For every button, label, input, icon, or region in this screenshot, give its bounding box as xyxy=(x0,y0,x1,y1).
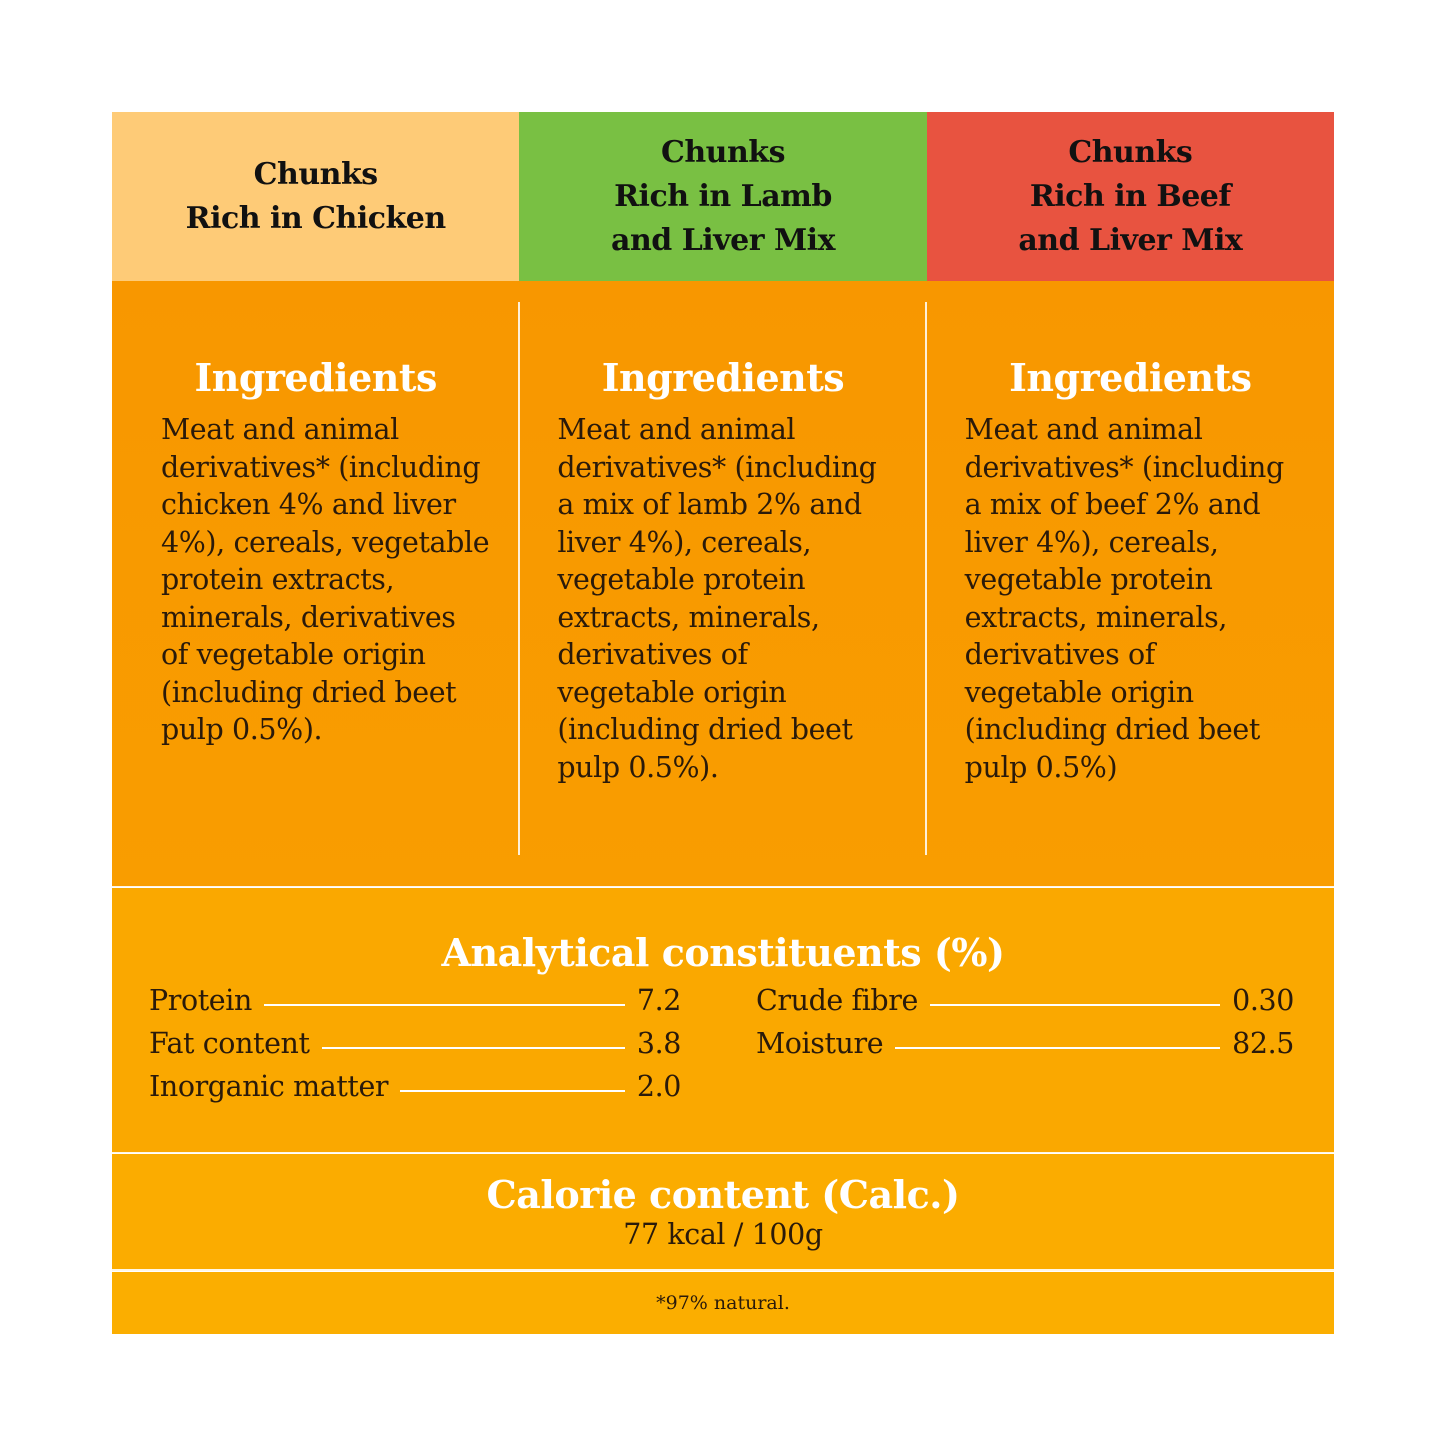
header-chicken-title: Chunks Rich in Chicken xyxy=(185,156,446,236)
ingredients-title: Ingredients xyxy=(194,355,437,400)
constituent-label: Moisture xyxy=(756,1027,884,1060)
header-lamb xyxy=(519,112,926,281)
constituent-label: Crude fibre xyxy=(756,984,918,1017)
constituent-label: Protein xyxy=(149,984,252,1017)
leader-line xyxy=(264,1004,625,1006)
ingredients-text-chicken: Meat and animal derivatives* (including chicken 4% and liver 4%), cereals, vegetable protein extracts, minerals, derivatives of vegetable origin (including dried beet pulp 0.5%). xyxy=(161,413,490,746)
constituent-value: 82.5 xyxy=(1232,1027,1294,1060)
analytical-section xyxy=(112,888,1334,1153)
footnote xyxy=(112,1272,1334,1334)
constituent-row-fat xyxy=(149,1027,681,1067)
ingredients-text-beef: Meat and animal derivatives* (including a mix of beef 2% and liver 4%), cereals, vegetable protein extracts, minerals, derivatives of vegetable origin (including dried beet pulp 0.5%) xyxy=(964,413,1284,784)
leader-line xyxy=(895,1047,1220,1049)
constituent-row-moisture xyxy=(756,1027,1294,1067)
ingredients-title: Ingredients xyxy=(1009,355,1252,400)
constituent-value: 7.2 xyxy=(636,984,681,1017)
constituent-row-fibre xyxy=(756,984,1294,1024)
ingredients-column-lamb xyxy=(519,281,926,887)
constituent-row-inorganic xyxy=(149,1070,681,1110)
constituent-value: 0.30 xyxy=(1232,984,1294,1017)
ingredients-text-lamb: Meat and animal derivatives* (including a mix of lamb 2% and liver 4%), cereals, vegetable protein extracts, minerals, derivatives of vegetable origin (including dried beet pulp 0.5%). xyxy=(557,413,877,784)
leader-line xyxy=(400,1090,625,1092)
header-chicken xyxy=(112,112,519,281)
header-lamb-title: Chunks Rich in Lamb and Liver Mix xyxy=(611,134,835,258)
product-header-row xyxy=(112,112,1334,281)
leader-line xyxy=(930,1004,1220,1006)
section-divider xyxy=(112,1269,1334,1271)
analytical-title: Analytical constituents (%) xyxy=(441,930,1005,975)
column-divider xyxy=(925,302,927,855)
ingredients-column-beef xyxy=(927,281,1334,887)
constituent-label: Fat content xyxy=(149,1027,310,1060)
constituent-value: 3.8 xyxy=(636,1027,681,1060)
ingredients-section xyxy=(112,281,1334,887)
leader-line xyxy=(322,1047,625,1049)
calorie-title: Calorie content (Calc.) xyxy=(486,1172,960,1217)
constituent-row-protein xyxy=(149,984,681,1024)
header-beef xyxy=(927,112,1334,281)
calorie-value: 77 kcal / 100g xyxy=(623,1218,823,1251)
header-beef-title: Chunks Rich in Beef and Liver Mix xyxy=(1018,134,1243,258)
constituent-label: Inorganic matter xyxy=(149,1070,389,1103)
ingredients-column-chicken xyxy=(112,281,519,887)
footnote-text: *97% natural. xyxy=(656,1292,790,1314)
column-divider xyxy=(518,302,520,855)
constituent-value: 2.0 xyxy=(636,1070,681,1103)
ingredients-title: Ingredients xyxy=(601,355,845,400)
calorie-section xyxy=(112,1154,1334,1271)
nutrition-panel xyxy=(112,112,1334,1334)
